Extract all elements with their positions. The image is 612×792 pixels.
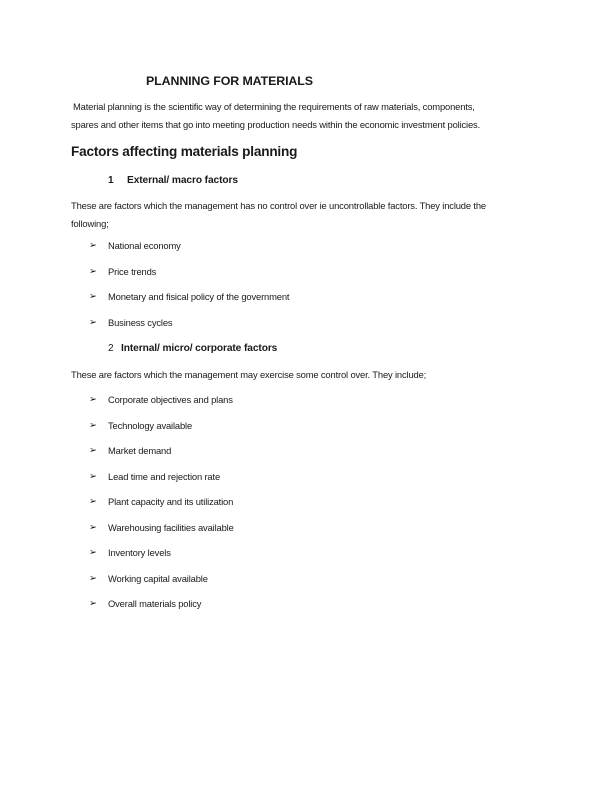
subsection-2-number: 2	[108, 343, 114, 354]
subsection-2-desc-line-1: These are factors which the management may exercise some control over. They include;	[71, 369, 427, 380]
list-item: Corporate objectives and plans	[108, 394, 233, 405]
list-item: Working capital available	[108, 573, 208, 584]
subsection-1-heading: External/ macro factors	[127, 175, 238, 186]
page-title: PLANNING FOR MATERIALS	[146, 74, 313, 88]
list-item: Business cycles	[108, 317, 173, 328]
arrow-bullet-icon: ➢	[89, 496, 98, 507]
list-item: Price trends	[108, 266, 157, 277]
arrow-bullet-icon: ➢	[89, 291, 98, 302]
arrow-bullet-icon: ➢	[89, 573, 98, 584]
subsection-1-desc-line-2: following;	[71, 218, 109, 229]
section-heading: Factors affecting materials planning	[71, 144, 298, 159]
intro-line-2: spares and other items that go into meeting production needs within the economic investment policies.	[71, 119, 481, 130]
list-item: Overall materials policy	[108, 598, 202, 609]
arrow-bullet-icon: ➢	[89, 522, 98, 533]
subsection-2-heading: Internal/ micro/ corporate factors	[121, 343, 278, 354]
subsection-1-number: 1	[108, 175, 114, 186]
arrow-bullet-icon: ➢	[89, 266, 98, 277]
list-item: Market demand	[108, 445, 172, 456]
arrow-bullet-icon: ➢	[89, 420, 98, 431]
list-item: Warehousing facilities available	[108, 522, 234, 533]
arrow-bullet-icon: ➢	[89, 598, 98, 609]
arrow-bullet-icon: ➢	[89, 394, 98, 405]
subsection-1-desc-line-1: These are factors which the management has no control over ie uncontrollable factors. They include the	[71, 200, 486, 211]
list-item: National economy	[108, 240, 181, 251]
arrow-bullet-icon: ➢	[89, 240, 98, 251]
intro-line-1: Material planning is the scientific way of determining the requirements of raw materials, components,	[73, 101, 475, 112]
list-item: Monetary and fisical policy of the government	[108, 291, 290, 302]
arrow-bullet-icon: ➢	[89, 445, 98, 456]
arrow-bullet-icon: ➢	[89, 547, 98, 558]
list-item: Lead time and rejection rate	[108, 471, 221, 482]
arrow-bullet-icon: ➢	[89, 471, 98, 482]
list-item: Technology available	[108, 420, 193, 431]
list-item: Inventory levels	[108, 547, 171, 558]
list-item: Plant capacity and its utilization	[108, 496, 234, 507]
arrow-bullet-icon: ➢	[89, 317, 98, 328]
